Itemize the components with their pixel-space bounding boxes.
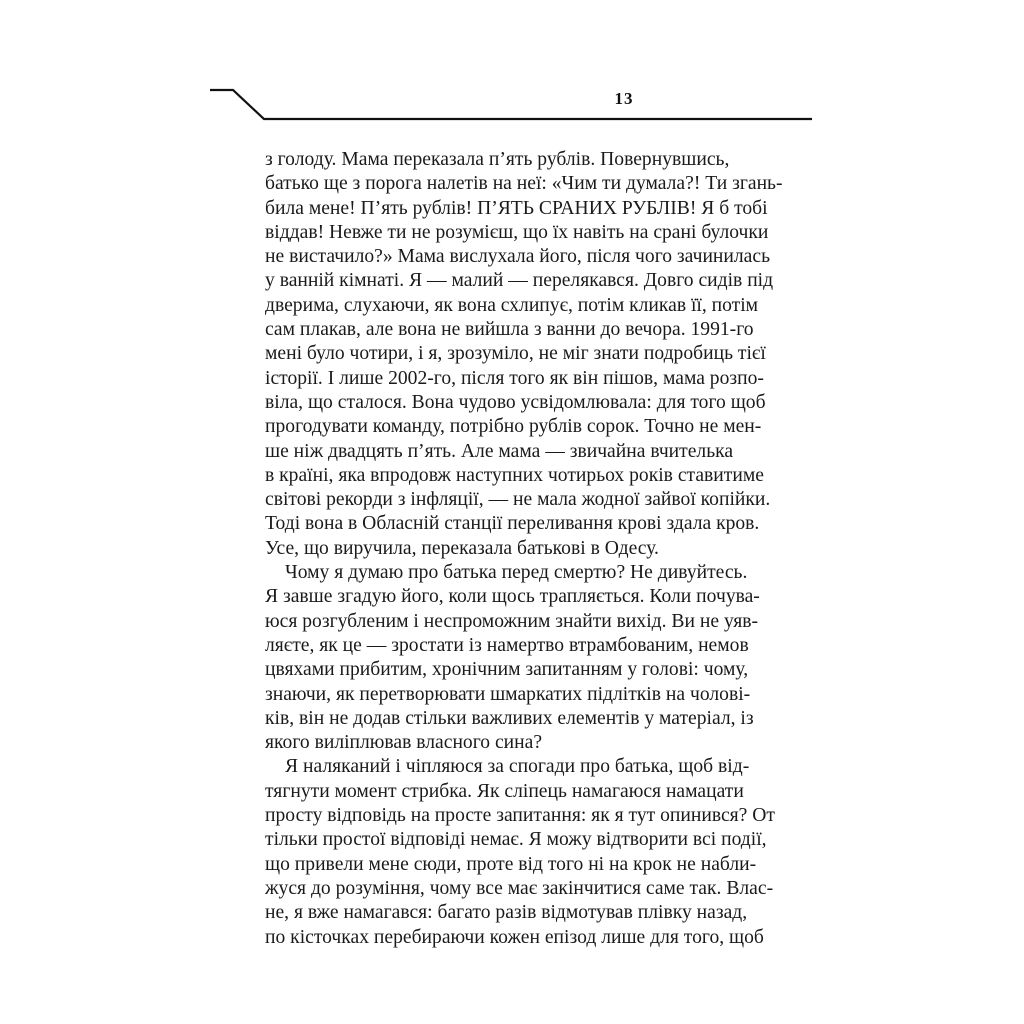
paragraph-2 xyxy=(265,561,760,755)
text-line: батько ще з порога налетів на неї: «Чим ти думала?! Ти згань- xyxy=(265,173,783,195)
paragraph-1 xyxy=(265,148,783,561)
text-line: знаючи, як перетворювати шмаркатих підлітків на чолові- xyxy=(265,683,751,705)
text-line: Я завше згадую його, коли щось трапляється. Коли почува- xyxy=(265,586,760,608)
text-line: Тоді вона в Обласній станції переливання крові здала кров. xyxy=(265,513,760,535)
text-line: била мене! П’ять рублів! П’ЯТЬ СРАНИХ РУБЛІВ! Я б тобі xyxy=(265,197,768,219)
text-line: віддав! Невже ти не розумієш, що їх навіть на срані булочки xyxy=(265,221,769,243)
text-line: юся розгубленим і неспроможним знайти вихід. Ви не уяв- xyxy=(265,610,759,632)
text-line: в країні, яка впродовж наступних чотирьох років ставитиме xyxy=(265,464,764,486)
text-line: Усе, що виручила, переказала батькові в Одесу. xyxy=(265,537,659,559)
text-line: прогодувати команду, потрібно рублів сорок. Точно не мен- xyxy=(265,416,762,438)
text-line: віла, що сталося. Вона чудово усвідомлювала: для того щоб xyxy=(265,391,766,413)
text-line: у ванній кімнаті. Я — малий — перелякався. Довго сидів під xyxy=(265,270,774,292)
text-line: ляєте, як це — зростати із намертво втрамбованим, немов xyxy=(265,634,749,656)
text-line: по кісточках перебираючи кожен епізод лише для того, щоб xyxy=(265,926,764,948)
body-text xyxy=(265,148,783,950)
text-line: не, я вже намагався: багато разів відмотував плівку назад, xyxy=(265,902,748,924)
text-line: світові рекорди з інфляції, — не мала жодної зайвої копійки. xyxy=(265,489,771,511)
text-line: тільки простої відповіді немає. Я можу відтворити всі події, xyxy=(265,829,767,851)
text-line: тягнути момент стрибка. Як сліпець намагаюся намацати xyxy=(265,780,744,802)
text-line: жуся до розуміння, чому все має закінчитися саме так. Влас- xyxy=(265,877,774,899)
text-line: дверима, слухаючи, як вона схлипує, потім кликав її, потім xyxy=(265,294,759,316)
text-line: з голоду. Мама переказала п’ять рублів. Повернувшись, xyxy=(265,149,730,170)
text-line: історії. І лише 2002-го, після того як він пішов, мама розпо- xyxy=(265,367,764,389)
page-number: 13 xyxy=(614,89,634,108)
text-line: Чому я думаю про батька перед смертю? Не дивуйтесь. xyxy=(285,562,748,584)
paragraph-3 xyxy=(265,755,775,949)
header-rule-decoration xyxy=(0,0,1024,140)
text-line: мені було чотири, і я, зрозуміло, не міг знати подробиць тієї xyxy=(265,343,766,365)
text-line: ше ніж двадцять п’ять. Але мама — звичайна вчителька xyxy=(265,440,734,462)
text-line: Я наляканий і чіпляюся за спогади про батька, щоб від- xyxy=(285,756,750,778)
text-line: не вистачило?» Мама вислухала його, після чого зачинилась xyxy=(265,246,771,268)
text-line: ків, він не додав стільки важливих елементів у матеріал, із xyxy=(265,707,754,729)
text-line: цвяхами прибитим, хронічним запитанням у голові: чому, xyxy=(265,659,749,681)
text-line: просту відповідь на просте запитання: як я тут опинився? От xyxy=(265,805,775,827)
text-line: якого виліплював власного сина? xyxy=(265,732,543,754)
text-line: сам плакав, але вона не вийшла з ванни до вечора. 1991-го xyxy=(265,319,754,341)
text-line: що привели мене сюди, проте від того ні на крок не набли- xyxy=(265,853,757,875)
